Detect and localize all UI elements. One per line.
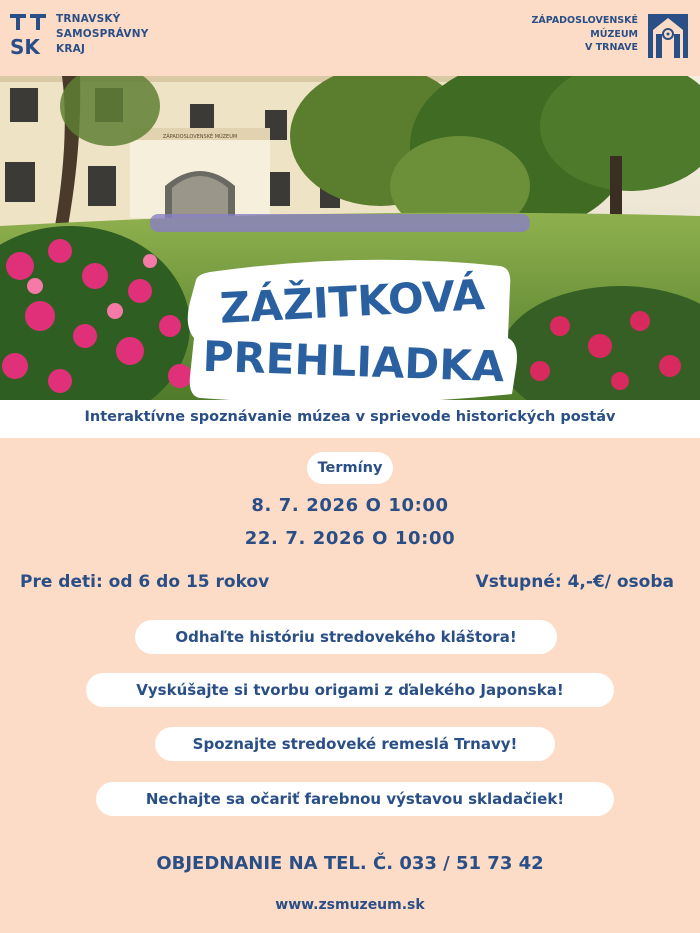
museum-garden-photo (0, 76, 700, 400)
age-info: Pre deti: od 6 do 15 rokov (20, 572, 270, 592)
title-line-1: ZÁŽITKOVÁ (218, 270, 486, 333)
ttsk-org-name (56, 12, 149, 57)
svg-text:SK: SK (10, 35, 40, 56)
title-line-2: PREHLIADKA (201, 331, 506, 392)
term-date-1: 8. 7. 2026 O 10:00 (251, 495, 449, 516)
price-info: Vstupné: 4,-€/ osoba (475, 572, 674, 592)
highlight-pill: Vyskúšajte si tvorbu origami z ďalekého Japonska! (86, 673, 614, 707)
highlight-pill: Nechajte sa očariť farebnou výstavou skladačiek! (96, 782, 614, 816)
terms-label: Termíny (307, 452, 393, 484)
website-link[interactable]: www.zsmuzeum.sk (275, 897, 425, 913)
highlight-pill: Odhaľte históriu stredovekého kláštora! (135, 620, 557, 654)
highlight-pill: Spoznajte stredoveké remeslá Trnavy! (155, 727, 555, 761)
ttsk-line: KRAJ (56, 43, 86, 55)
header (0, 0, 700, 76)
booking-phone: OBJEDNANIE NA TEL. Č. 033 / 51 73 42 (156, 853, 544, 874)
museum-line: V TRNAVE (585, 42, 638, 53)
ttsk-logo (10, 12, 50, 56)
museum-line: MÚZEUM (590, 28, 638, 40)
museum-line: ZÁPADOSLOVENSKÉ (531, 15, 638, 26)
ttsk-line: TRNAVSKÝ (56, 13, 121, 25)
subtitle: Interaktívne spoznávanie múzea v sprievode historických postáv (84, 409, 616, 425)
museum-org-name (531, 14, 638, 55)
ttsk-line: SAMOSPRÁVNY (56, 28, 149, 40)
museum-building-icon (648, 14, 688, 58)
term-date-2: 22. 7. 2026 O 10:00 (244, 528, 456, 549)
building-sign: ZÁPADOSLOVENSKÉ MÚZEUM (162, 134, 238, 140)
